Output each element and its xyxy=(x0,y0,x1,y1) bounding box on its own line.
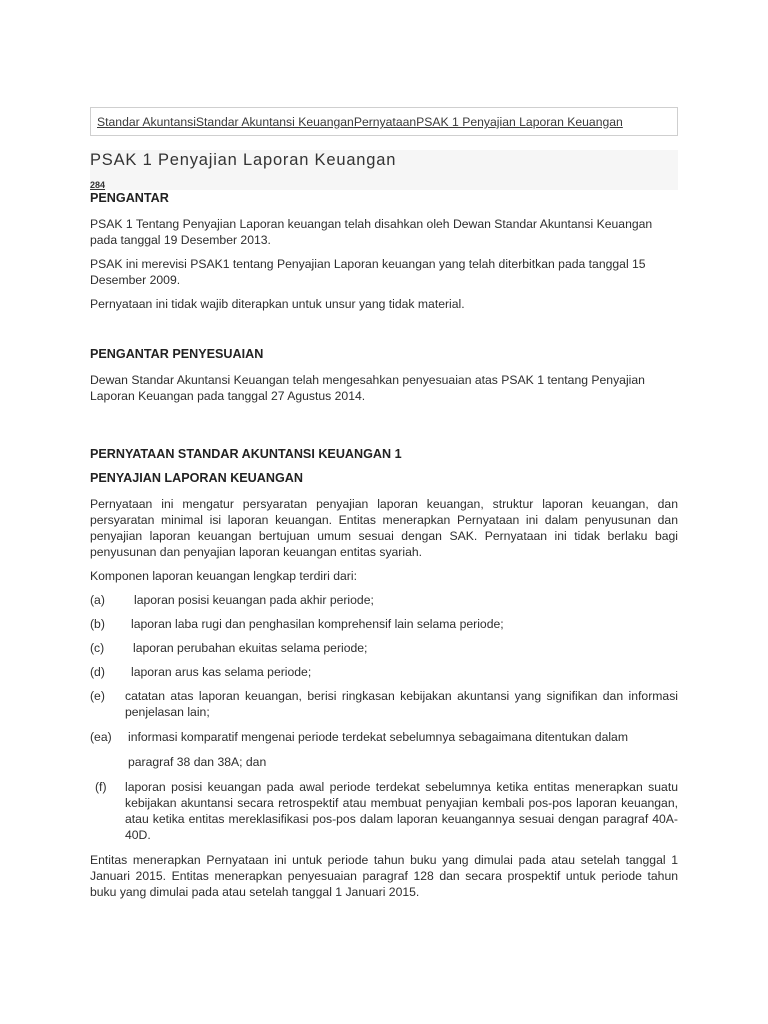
list-item-ea-continued xyxy=(90,754,678,770)
heading-pengantar: PENGANTAR xyxy=(90,191,169,205)
page-title: PSAK 1 Penyajian Laporan Keuangan xyxy=(90,151,397,169)
list-text: laporan arus kas selama periode; xyxy=(131,665,312,679)
list-text: informasi komparatif mengenai periode terdekat sebelumnya sebagaimana ditentukan dalam xyxy=(128,730,628,744)
paragraph-pengantar-1: PSAK 1 Tentang Penyajian Laporan keuangan telah disahkan oleh Dewan Standar Akuntansi Keuangan pada tanggal 19 Desember 2013. xyxy=(90,217,653,247)
document-content xyxy=(90,190,678,900)
breadcrumb-link-pernyataan[interactable]: Pernyataan xyxy=(353,115,417,129)
list-label: (b) xyxy=(90,617,105,631)
list-text: laporan laba rugi dan penghasilan komprehensif lain selama periode; xyxy=(131,617,504,631)
list-item-f xyxy=(90,779,678,843)
heading-pernyataan-standar: PERNYATAAN STANDAR AKUNTANSI KEUANGAN 1 xyxy=(90,447,402,461)
list-text: laporan posisi keuangan pada akhir periode; xyxy=(134,593,374,607)
list-text: laporan perubahan ekuitas selama periode; xyxy=(133,641,368,655)
list-label: (ea) xyxy=(90,730,112,744)
heading-pengantar-penyesuaian: PENGANTAR PENYESUAIAN xyxy=(90,347,264,361)
list-item-d xyxy=(90,664,678,680)
list-label: (a) xyxy=(90,593,105,607)
breadcrumb-link-standar-akuntansi-keuangan[interactable]: Standar Akuntansi Keuangan xyxy=(195,115,354,129)
list-item-e xyxy=(90,688,678,720)
list-item-b xyxy=(90,616,678,632)
paragraph-pernyataan-3: Entitas menerapkan Pernyataan ini untuk periode tahun buku yang dimulai pada atau setelah tanggal 1 Januari 2015. Entitas menerapkan penyesuaian paragraf 128 dan secara prospektif untuk periode tahun buku yang dimulai pada atau setelah tanggal 1 Januari 2015. xyxy=(90,853,678,899)
list-text: catatan atas laporan keuangan, berisi ringkasan kebijakan akuntansi yang signifikan dan informasi penjelasan lain; xyxy=(125,689,678,719)
breadcrumb-link-standar-akuntansi[interactable]: Standar Akuntansi xyxy=(97,115,196,129)
paragraph-penyesuaian-1: Dewan Standar Akuntansi Keuangan telah mengesahkan penyesuaian atas PSAK 1 tentang Penyajian Laporan Keuangan pada tanggal 27 Agustus 2014. xyxy=(90,373,645,403)
list-text: laporan posisi keuangan pada awal periode terdekat sebelumnya ketika entitas menerapkan suatu kebijakan akuntansi secara retrospektif atau membuat penyajian kembali pos-pos laporan keuangan, atau ketika entitas mereklasifikasi pos-pos dalam laporan keuangannya sesuai dengan paragraf 40A-40D. xyxy=(125,780,678,842)
list-item-ea xyxy=(90,729,678,745)
paragraph-pengantar-2: PSAK ini merevisi PSAK1 tentang Penyajian Laporan keuangan yang telah diterbitkan pada tanggal 15 Desember 2009. xyxy=(90,257,646,287)
paragraph-pengantar-3: Pernyataan ini tidak wajib diterapkan untuk unsur yang tidak material. xyxy=(90,297,465,311)
paragraph-komponen: Komponen laporan keuangan lengkap terdiri dari: xyxy=(90,569,357,583)
breadcrumb-link-psak-1[interactable]: PSAK 1 Penyajian Laporan Keuangan xyxy=(416,115,623,129)
list-label: (e) xyxy=(90,689,105,703)
heading-penyajian-laporan: PENYAJIAN LAPORAN KEUANGAN xyxy=(90,471,303,485)
list-item-a xyxy=(90,592,678,608)
list-text: paragraf 38 dan 38A; dan xyxy=(128,755,267,769)
paragraph-pernyataan-1: Pernyataan ini mengatur persyaratan penyajian laporan keuangan, struktur laporan keuangan, dan persyaratan minimal isi laporan keuangan. Entitas menerapkan Pernyataan ini dalam penyusunan dan penyajian laporan keuangan bertujuan umum sesuai dengan SAK. Pernyataan ini tidak berlaku bagi penyusunan dan penyajian laporan keuangan entitas syariah. xyxy=(90,497,678,559)
list-label: (f) xyxy=(95,780,107,794)
page-number: 284 xyxy=(90,180,106,190)
list-item-c xyxy=(90,640,678,656)
list-label: (d) xyxy=(90,665,105,679)
title-box xyxy=(90,150,678,190)
breadcrumb xyxy=(90,107,678,136)
document-page xyxy=(90,107,678,900)
list-label: (c) xyxy=(90,641,105,655)
